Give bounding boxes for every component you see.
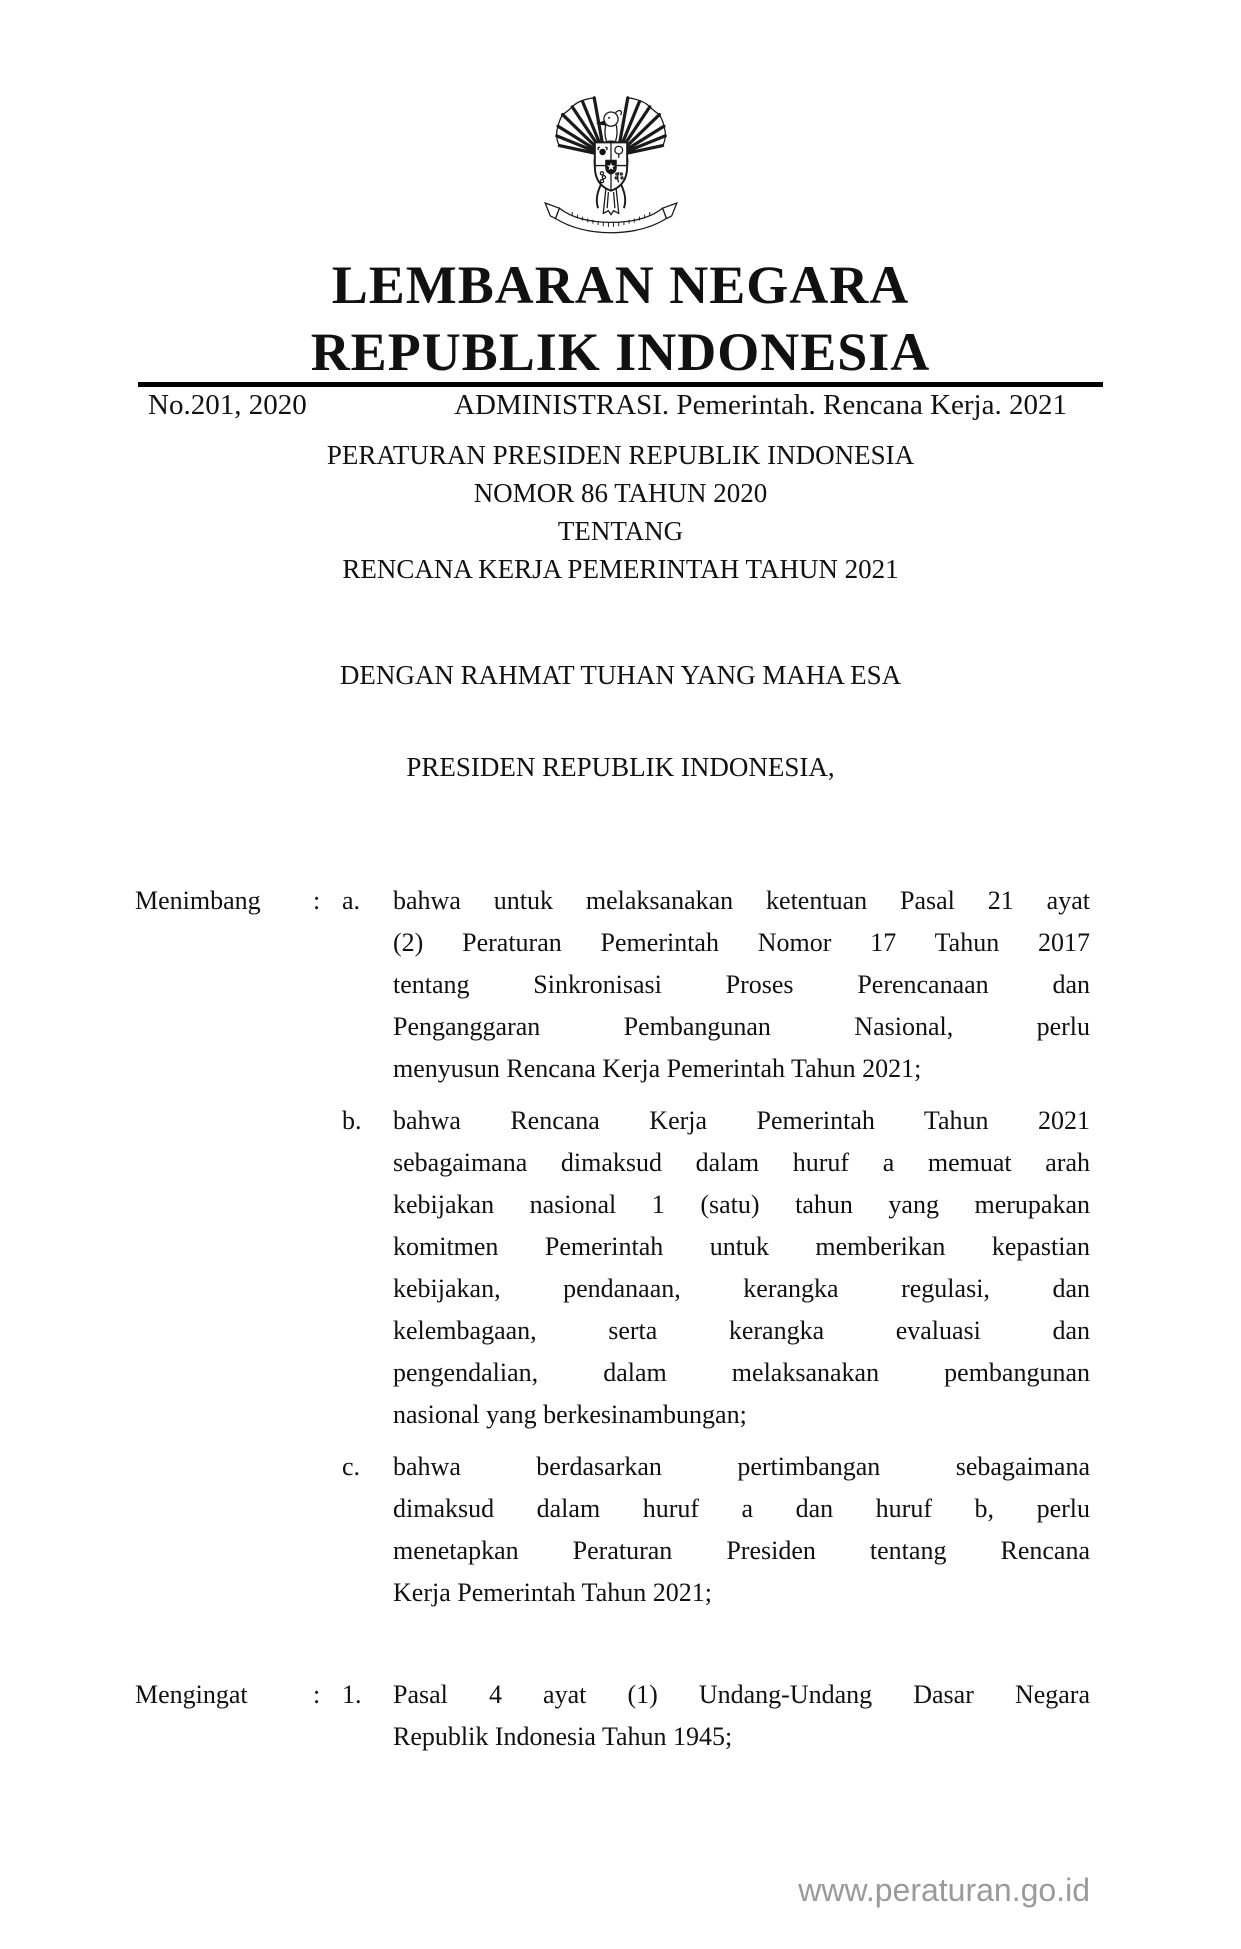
item-marker: c.	[342, 1452, 361, 1481]
item-text	[393, 1446, 1090, 1614]
gazette-title-line1: LEMBARAN NEGARA	[331, 255, 910, 315]
section-menimbang	[135, 880, 1093, 1614]
preamble-item	[342, 1446, 1090, 1614]
subject-line: ADMINISTRASI. Pemerintah. Rencana Kerja. 2021	[454, 389, 1067, 421]
body-line: Pasal 4 ayat (1) Undang-Undang Dasar Negara	[393, 1680, 1090, 1709]
body-line: tentang Sinkronisasi Proses Perencanaan dan	[393, 970, 1090, 999]
section-items	[342, 1674, 1090, 1758]
regulation-subject: RENCANA KERJA PEMERINTAH TAHUN 2021	[342, 554, 899, 584]
masthead	[135, 390, 1103, 420]
item-marker: b.	[342, 1106, 362, 1135]
regulation-number: NOMOR 86 TAHUN 2020	[473, 478, 768, 508]
header-rule	[138, 382, 1103, 387]
tentang-label: TENTANG	[557, 516, 684, 546]
garuda-pancasila-icon	[540, 84, 682, 242]
regulation-type: PERATURAN PRESIDEN REPUBLIK INDONESIA	[326, 440, 915, 470]
gazette-title-line2: REPUBLIK INDONESIA	[310, 322, 931, 382]
pancasila-shield	[595, 142, 627, 190]
item-marker: a.	[342, 886, 361, 915]
item-text	[393, 880, 1090, 1090]
garuda-pancasila-emblem	[540, 84, 682, 242]
body-line: bahwa Rencana Kerja Pemerintah Tahun 2021	[393, 1106, 1090, 1135]
invocation-line: DENGAN RAHMAT TUHAN YANG MAHA ESA	[339, 660, 902, 690]
section-label: Menimbang	[135, 886, 261, 915]
body-line: bahwa berdasarkan pertimbangan sebagaimana	[393, 1452, 1090, 1481]
body-line: dimaksud dalam huruf a dan huruf b, perlu	[393, 1494, 1090, 1523]
preamble-item	[342, 880, 1090, 1090]
item-marker: 1.	[342, 1680, 362, 1709]
body-line: nasional yang berkesinambungan;	[393, 1400, 747, 1429]
section-colon: :	[313, 1680, 321, 1709]
authority-line: PRESIDEN REPUBLIK INDONESIA,	[406, 752, 835, 782]
body-line: kebijakan nasional 1 (satu) tahun yang merupakan	[393, 1190, 1090, 1219]
body-line: Republik Indonesia Tahun 1945;	[393, 1722, 733, 1751]
body-line: menetapkan Peraturan Presiden tentang Rencana	[393, 1536, 1090, 1565]
section-mengingat	[135, 1674, 1093, 1758]
body-line: kebijakan, pendanaan, kerangka regulasi, dan	[393, 1274, 1090, 1303]
regulation-title-block	[0, 436, 1241, 588]
body-line: sebagaimana dimaksud dalam huruf a memuat arah	[393, 1148, 1090, 1177]
preamble-item	[342, 1100, 1090, 1436]
section-items	[342, 880, 1090, 1614]
body-line: Penganggaran Pembangunan Nasional, perlu	[393, 1012, 1090, 1041]
footer-url: www.peraturan.go.id	[798, 1872, 1090, 1908]
item-text	[393, 1674, 1090, 1758]
body-line: menyusun Rencana Kerja Pemerintah Tahun 2021;	[393, 1054, 922, 1083]
issue-number: No.201, 2020	[148, 389, 307, 421]
body-line: Kerja Pemerintah Tahun 2021;	[393, 1578, 713, 1607]
body-line: komitmen Pemerintah untuk memberikan kepastian	[393, 1232, 1090, 1261]
section-label: Mengingat	[135, 1680, 248, 1709]
body-line: (2) Peraturan Pemerintah Nomor 17 Tahun 2017	[393, 928, 1090, 957]
section-colon: :	[313, 886, 321, 915]
body-line: kelembagaan, serta kerangka evaluasi dan	[393, 1316, 1090, 1345]
tail-feathers	[603, 189, 618, 215]
gazette-title	[0, 252, 1241, 386]
body-line: bahwa untuk melaksanakan ketentuan Pasal 21 ayat	[393, 886, 1090, 915]
body-line: pengendalian, dalam melaksanakan pembangunan	[393, 1358, 1090, 1387]
preamble-item	[342, 1674, 1090, 1758]
item-text	[393, 1100, 1090, 1436]
preamble-sections	[135, 880, 1093, 1758]
